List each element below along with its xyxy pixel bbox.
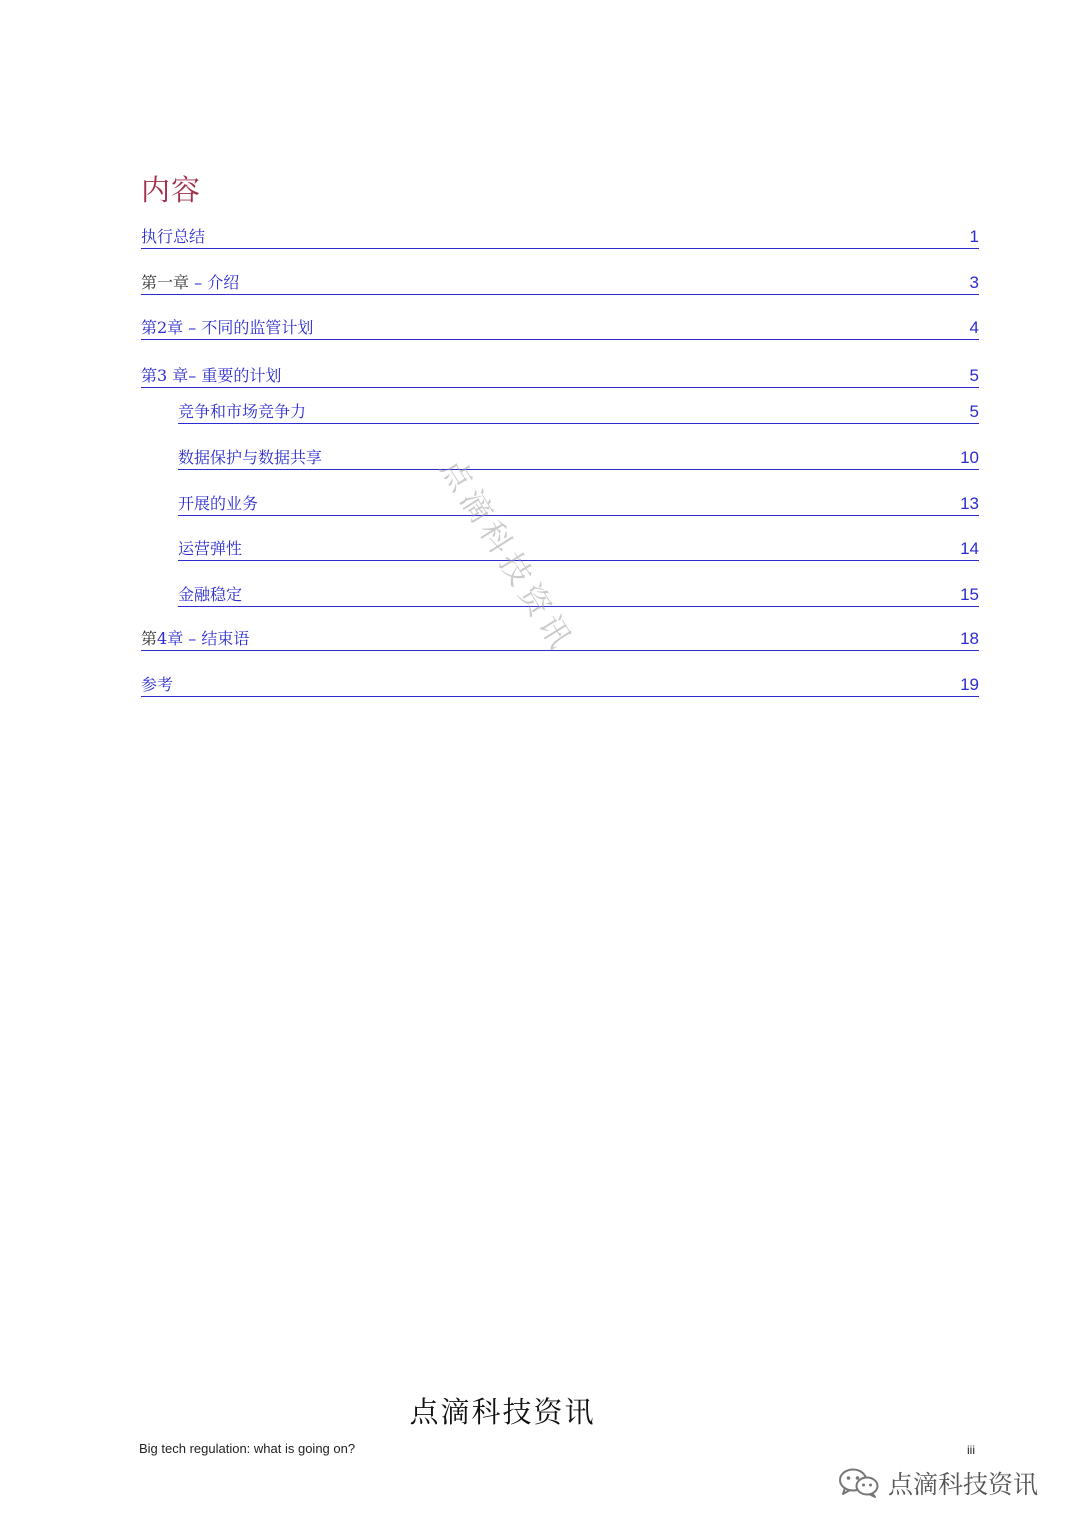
wechat-account-name: 点滴科技资讯 [888,1470,1039,1499]
toc-entry-page: 3 [969,273,979,292]
toc-entry-prefix: 第一章 [141,273,190,292]
toc-entry-page: 19 [960,675,979,694]
toc-entry-data-protection[interactable] [178,443,979,470]
toc-entry-text: – 介绍 [189,273,240,292]
toc-entry-label: 参考 [141,675,174,694]
toc-entry-page: 14 [960,539,979,558]
toc-title: 内容 [141,173,202,207]
toc-entry-label: 第3 章– 重要的计划 [141,366,282,385]
toc-entry-chapter-2[interactable] [141,313,979,340]
toc-entry-operational-resilience[interactable] [178,534,979,561]
toc-entry-page: 13 [960,494,979,513]
toc-entry-competition[interactable] [178,397,979,424]
wechat-icon [838,1467,880,1499]
toc-entry-page: 5 [969,402,979,421]
toc-entry-label: 金融稳定 [178,585,243,604]
watermark-text: 点滴科技资讯 [432,452,581,660]
toc-entry-page: 1 [969,227,979,246]
toc-entry-text: 4章 – 结束语 [157,629,250,648]
toc-entry-label: 运营弹性 [178,539,243,558]
toc-entry-financial-stability[interactable] [178,580,979,607]
toc-entry-page: 10 [960,448,979,467]
toc-entry-executive-summary[interactable] [141,222,979,249]
toc-entry-label: 执行总结 [141,227,206,246]
toc-entry-page: 18 [960,629,979,648]
toc-entry-page: 5 [969,366,979,385]
footer-page-number: iii [967,1443,975,1457]
wechat-account-badge [838,1465,1038,1501]
toc-entry-chapter-4[interactable] [141,624,979,651]
footer-doc-title: Big tech regulation: what is going on? [139,1441,356,1456]
toc-entry-references[interactable] [141,670,979,697]
toc-entry-label [141,273,239,293]
toc-entry-page: 4 [969,318,979,337]
toc-entry-label: 第2章 – 不同的监管计划 [141,318,314,337]
toc-entry-label [141,629,249,649]
toc-entry-label: 数据保护与数据共享 [178,448,323,467]
toc-entry-label: 竞争和市场竞争力 [178,402,307,421]
footer-brand: 点滴科技资讯 [409,1395,596,1429]
toc-entry-chapter-3[interactable] [141,361,979,388]
toc-entry-conduct-of-business[interactable] [178,489,979,516]
toc-entry-prefix: 第 [141,629,158,648]
toc-entry-chapter-1[interactable] [141,268,979,295]
toc-entry-label: 开展的业务 [178,494,259,513]
toc-entry-page: 15 [960,585,979,604]
